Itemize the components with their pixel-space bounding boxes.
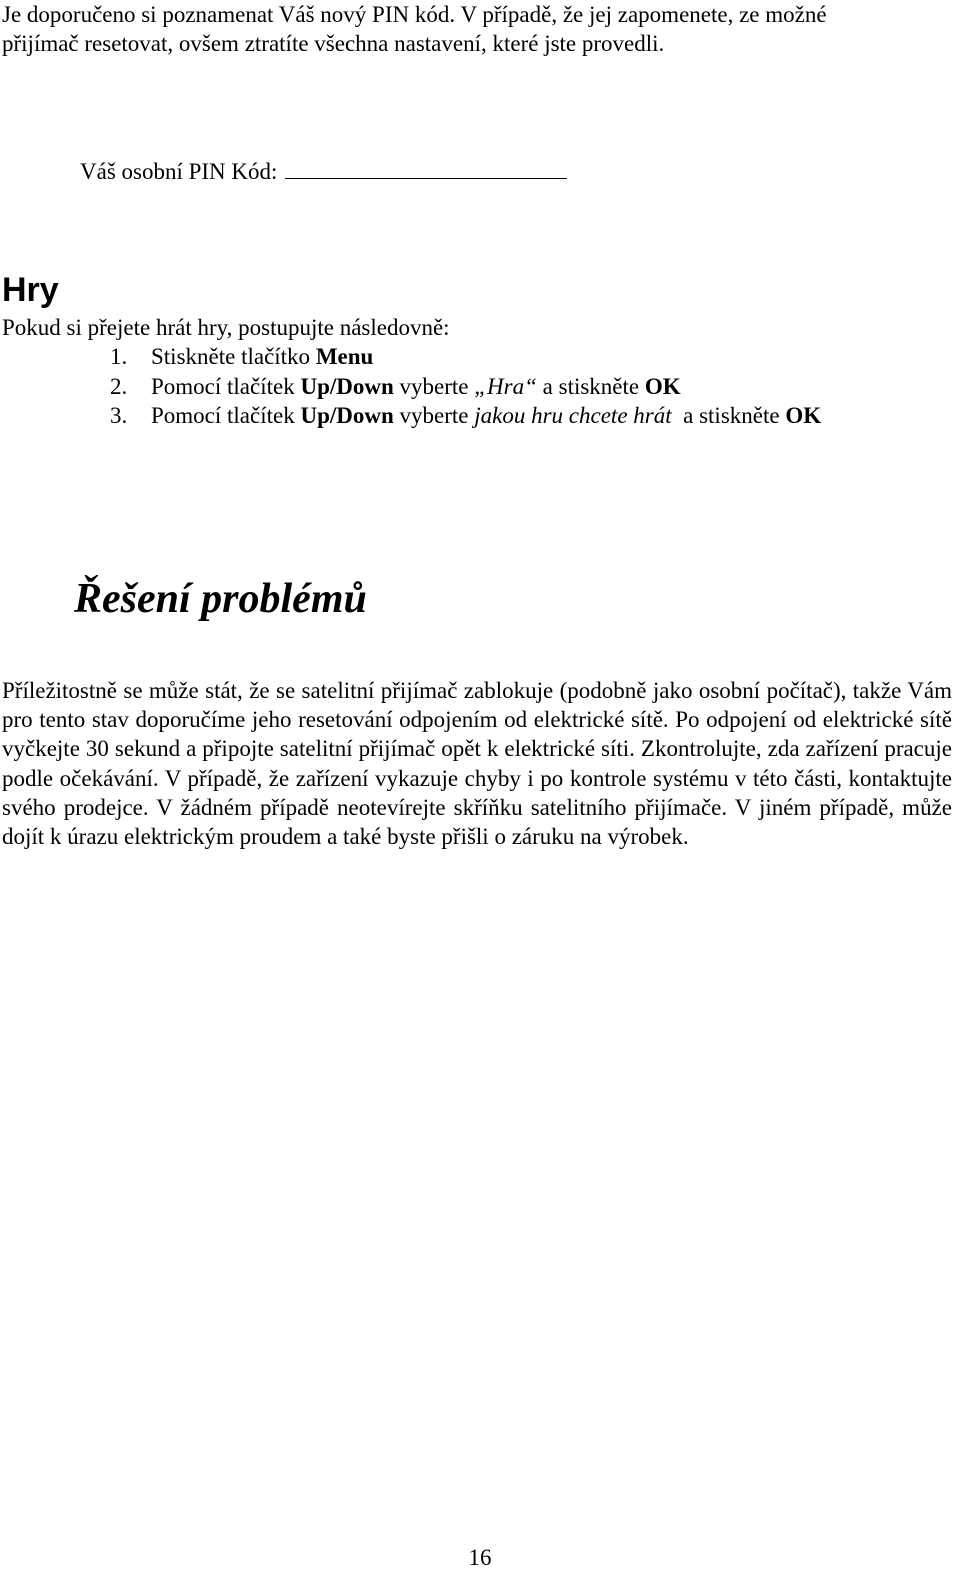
list-item	[110, 401, 821, 431]
game-choice-text: jakou hru chcete hrát	[474, 403, 672, 428]
games-intro: Pokud si přejete hrát hry, postupujte následovně:	[2, 315, 450, 340]
button-name-updown: Up/Down	[300, 403, 394, 428]
games-steps-list	[110, 342, 821, 431]
games-heading: Hry	[2, 271, 59, 309]
step-number: 2.	[110, 373, 128, 399]
list-item	[110, 372, 821, 402]
step-text: Stiskněte tlačítko Menu	[151, 344, 374, 369]
intro-paragraph: Je doporučeno si poznamenat Váš nový PIN kód. V případě, že jej zapomenete, ze možné přijímač resetovat, ovšem ztratíte všechna nastavení, které jste provedli.	[2, 2, 827, 56]
step-number: 3.	[110, 403, 128, 428]
step-text: Pomocí tlačítek Up/Down vyberte jakou hru chcete hrát a stiskněte OK	[151, 403, 822, 428]
button-name-ok: OK	[785, 403, 822, 428]
button-name-menu: Menu	[315, 344, 374, 369]
troubleshooting-paragraph: Příležitostně se může stát, že se satelitní přijímač zablokuje (podobně jako osobní počítač), takže Vám pro tento stav doporučíme jeho resetování odpojením od elektrické sítě. Po odpojení od elektrické sítě vyčkejte 30 sekund a připojte satelitní přijímač opět k elektrické síti. Zkontrolujte, zda zařízení pracuje podle očekávání. V případě, že zařízení vykazuje chyby i po kontrole systému v této části, kontaktujte svého prodejce. V žádném případě neotevírejte skříňku satelitního přijímače. V jiném případě, může dojít k úrazu elektrickým proudem a také byste přišli o záruku na výrobek.	[2, 678, 952, 850]
page-number: 16	[468, 1545, 492, 1570]
list-item	[110, 342, 821, 372]
menu-item-name: „Hra“	[474, 373, 537, 399]
troubleshooting-heading: Řešení problémů	[74, 576, 367, 622]
step-text: Pomocí tlačítek Up/Down vyberte „Hra“ a stiskněte OK	[151, 373, 681, 399]
button-name-ok: OK	[644, 373, 681, 399]
pin-code-line	[80, 156, 567, 186]
step-number: 1.	[110, 344, 128, 369]
pin-blank-line	[285, 156, 567, 179]
button-name-updown: Up/Down	[300, 373, 394, 399]
pin-label: Váš osobní PIN Kód:	[80, 159, 278, 184]
